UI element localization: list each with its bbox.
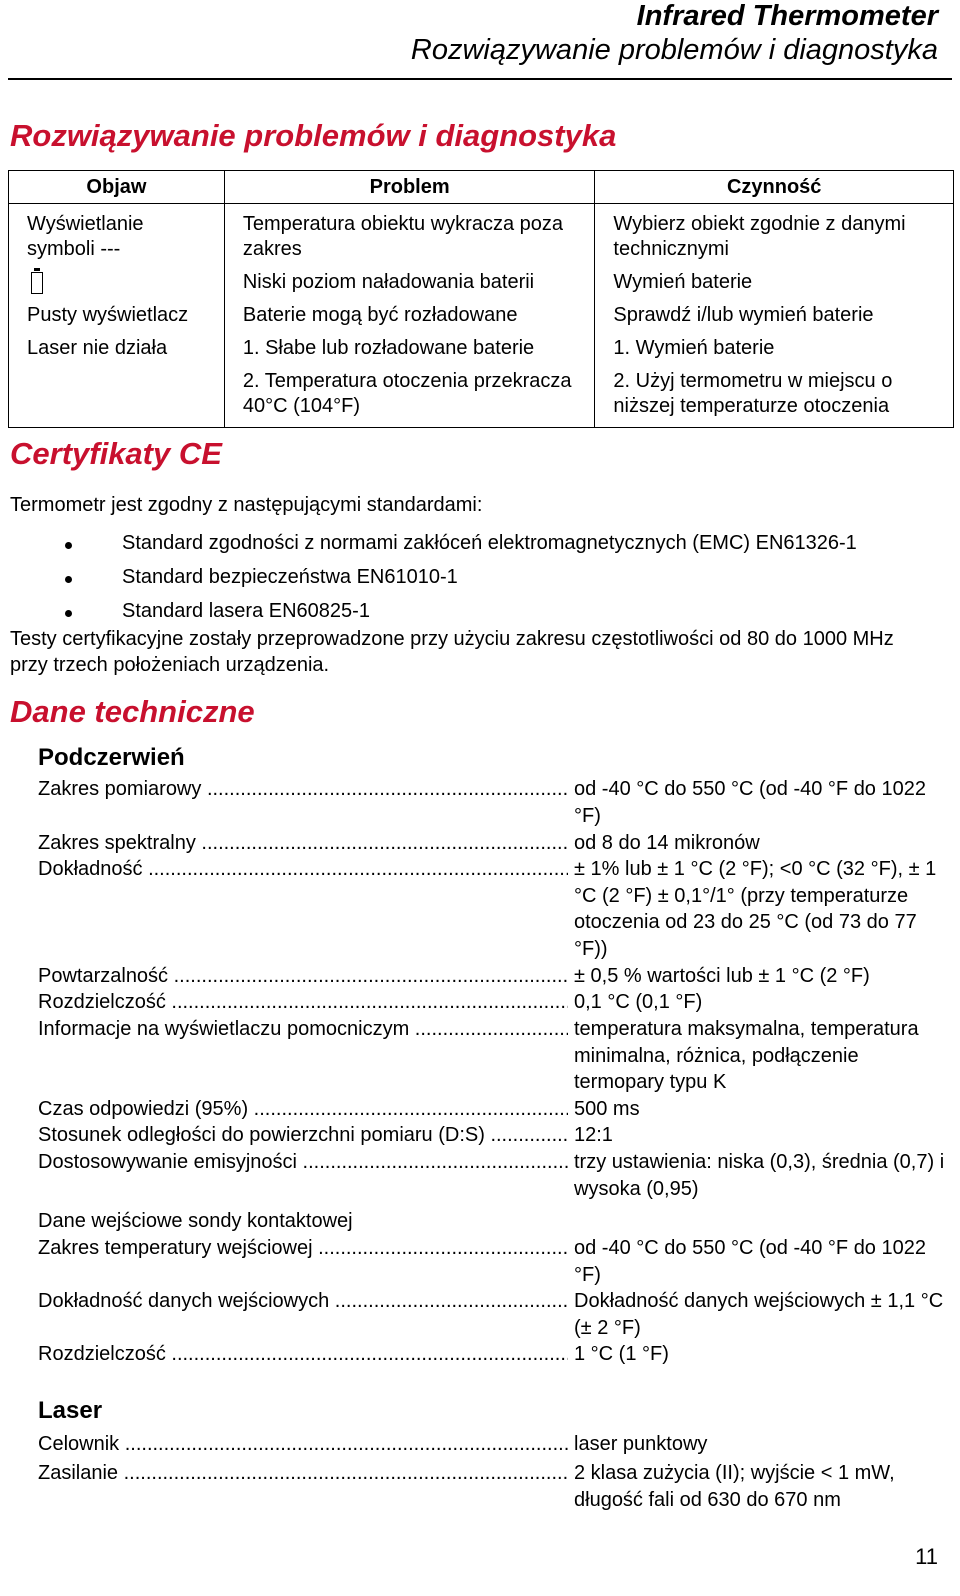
spec-label: Powtarzalność ..... bbox=[38, 963, 568, 990]
cell-symptom bbox=[9, 266, 225, 299]
cell-symptom: Pusty wyświetlacz bbox=[9, 299, 225, 332]
cell-problem: Niski poziom naładowania baterii bbox=[224, 266, 595, 299]
spec-value: ± 0,5 % wartości lub ± 1 °C (2 °F) bbox=[570, 963, 946, 990]
bullet-text: Standard lasera EN60825-1 bbox=[122, 600, 370, 622]
spec-value: 0,1 °C (0,1 °F) bbox=[570, 989, 946, 1016]
spec-label: Dostosowywanie emisyjności ..... bbox=[38, 1149, 568, 1176]
spec-value: 1 °C (1 °F) bbox=[570, 1341, 946, 1368]
spec-label: Dokładność danych wejściowych ..... bbox=[38, 1288, 568, 1315]
specs-heading: Dane techniczne bbox=[10, 694, 255, 729]
bullet-icon bbox=[65, 610, 72, 617]
spec-value: 12:1 bbox=[570, 1122, 946, 1149]
cell-action: 2. Użyj termometru w miejscu o niższej temperaturze otoczenia bbox=[595, 365, 954, 428]
spec-label: Celownik ..... bbox=[38, 1431, 568, 1458]
spec-value: Dokładność danych wejściowych ± 1,1 °C (± 2 °F) bbox=[570, 1288, 946, 1341]
spec-value: laser punktowy bbox=[570, 1431, 946, 1458]
list-item bbox=[10, 600, 950, 626]
spec-value: ± 1% lub ± 1 °C (2 °F); <0 °C (32 °F), ± 1 °C (2 °F) ± 0,1°/1° (przy temperaturze otoczenia od 23 do 25 °C (od 73 do 77 °F)) bbox=[570, 856, 946, 962]
list-item bbox=[10, 566, 950, 592]
page-number: 11 bbox=[915, 1544, 938, 1569]
spec-value: od -40 °C do 550 °C (od -40 °F do 1022 °F) bbox=[570, 1235, 946, 1288]
cell-action: Sprawdź i/lub wymień baterie bbox=[595, 299, 954, 332]
spec-value: temperatura maksymalna, temperatura minimalna, różnica, podłączenie termopary typu K bbox=[570, 1016, 946, 1096]
spec-label: Rozdzielczość ..... bbox=[38, 1341, 568, 1368]
ce-note: Testy certyfikacyjne zostały przeprowadzone przy użyciu zakresu częstotliwości od 80 do 1000 MHz przy trzech położeniach urządzenia. bbox=[10, 628, 894, 676]
header-divider bbox=[8, 78, 952, 80]
cell-symptom: Wyświetlanie symboli --- bbox=[9, 204, 225, 267]
spec-label: Zakres spektralny ..... bbox=[38, 830, 568, 857]
cell-action: Wybierz obiekt zgodnie z danymi technicznymi bbox=[595, 204, 954, 267]
table-row bbox=[9, 365, 954, 428]
table-row bbox=[9, 266, 954, 299]
cell-problem: 1. Słabe lub rozładowane baterie bbox=[224, 332, 595, 365]
column-header-problem: Problem bbox=[224, 171, 595, 204]
spec-value: od 8 do 14 mikronów bbox=[570, 830, 946, 857]
spec-label: Zakres pomiarowy ..... bbox=[38, 776, 568, 803]
bullet-text: Standard bezpieczeństwa EN61010-1 bbox=[122, 566, 458, 588]
spec-label: Stosunek odległości do powierzchni pomiaru (D:S) ..... bbox=[38, 1122, 568, 1149]
table-row bbox=[9, 299, 954, 332]
probe-heading: Dane wejściowe sondy kontaktowej bbox=[38, 1210, 353, 1232]
column-header-action: Czynność bbox=[595, 171, 954, 204]
spec-label: Zasilanie ..... bbox=[38, 1460, 568, 1487]
spec-value: trzy ustawienia: niska (0,3), średnia (0,7) i wysoka (0,95) bbox=[570, 1149, 946, 1202]
table-header-row bbox=[9, 171, 954, 204]
table-row bbox=[9, 204, 954, 267]
ce-heading: Certyfikaty CE bbox=[10, 436, 222, 471]
bullet-icon bbox=[65, 542, 72, 549]
ce-intro: Termometr jest zgodny z następującymi standardami: bbox=[10, 494, 483, 516]
cell-problem: Temperatura obiektu wykracza poza zakres bbox=[224, 204, 595, 267]
list-item bbox=[10, 532, 950, 558]
cell-action: Wymień baterie bbox=[595, 266, 954, 299]
bullet-icon bbox=[65, 576, 72, 583]
spec-label: Czas odpowiedzi (95%) ..... bbox=[38, 1096, 568, 1123]
bullet-text: Standard zgodności z normami zakłóceń elektromagnetycznych (EMC) EN61326-1 bbox=[122, 532, 857, 554]
spec-value: od -40 °C do 550 °C (od -40 °F do 1022 °F) bbox=[570, 776, 946, 829]
infrared-heading: Podczerwień bbox=[38, 744, 185, 771]
battery-icon bbox=[31, 272, 43, 294]
laser-heading: Laser bbox=[38, 1397, 103, 1424]
cell-problem: Baterie mogą być rozładowane bbox=[224, 299, 595, 332]
cell-problem: 2. Temperatura otoczenia przekracza 40°C (104°F) bbox=[224, 365, 595, 428]
spec-label: Zakres temperatury wejściowej ..... bbox=[38, 1235, 568, 1262]
spec-label: Informacje na wyświetlaczu pomocniczym ..... bbox=[38, 1016, 568, 1043]
cell-symptom: Laser nie działa bbox=[9, 332, 225, 365]
troubleshooting-table bbox=[8, 170, 954, 428]
cell-symptom bbox=[9, 365, 225, 428]
table-row bbox=[9, 332, 954, 365]
troubleshooting-heading: Rozwiązywanie problemów i diagnostyka bbox=[10, 118, 617, 153]
spec-value: 500 ms bbox=[570, 1096, 946, 1123]
document-title: Infrared Thermometer bbox=[636, 0, 938, 32]
spec-label: Dokładność ..... bbox=[38, 856, 568, 883]
spec-label: Rozdzielczość ..... bbox=[38, 989, 568, 1016]
cell-action: 1. Wymień baterie bbox=[595, 332, 954, 365]
column-header-symptom: Objaw bbox=[9, 171, 225, 204]
spec-value: 2 klasa zużycia (II); wyjście < 1 mW, długość fali od 630 do 670 nm bbox=[570, 1460, 946, 1513]
document-subtitle: Rozwiązywanie problemów i diagnostyka bbox=[410, 34, 938, 66]
